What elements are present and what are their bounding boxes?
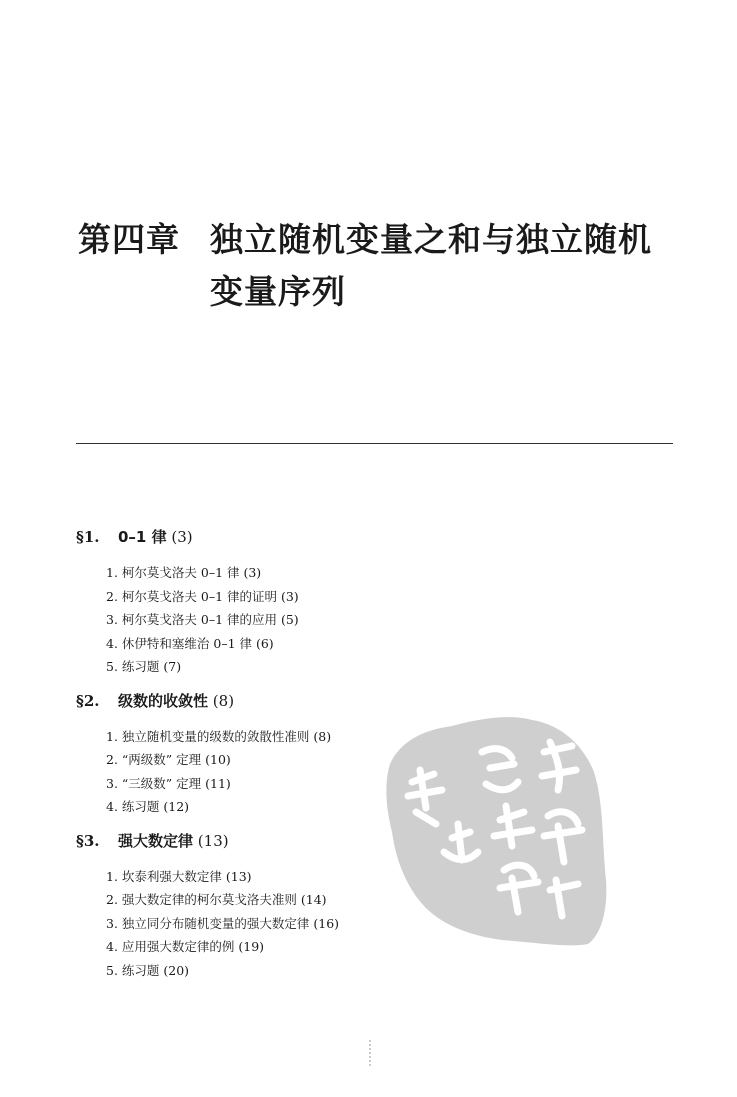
toc-item[interactable]: 3. 独立同分布随机变量的强大数定律 (16) xyxy=(106,915,340,931)
toc-item[interactable]: 5. 练习题 (20) xyxy=(106,962,190,978)
section-number: §1. xyxy=(76,528,100,546)
chapter-title: 独立随机变量之和与独立随机变量序列 xyxy=(210,220,652,311)
toc-item[interactable]: 4. 应用强大数定律的例 (19) xyxy=(106,939,265,954)
toc-section-1 xyxy=(76,523,636,679)
section-page: (3) xyxy=(171,528,193,546)
section-items xyxy=(76,561,636,679)
watermark-seal-icon xyxy=(382,712,610,948)
toc-item[interactable]: 4. 休伊特和塞维治 0–1 律 (6) xyxy=(106,635,274,651)
section-title: 级数的收敛性 xyxy=(118,691,209,710)
section-title: 0–1 律 xyxy=(118,528,167,546)
divider-rule xyxy=(76,443,673,444)
section-page: (8) xyxy=(212,691,235,710)
toc-item[interactable]: 2. 柯尔莫戈洛夫 0–1 律的证明 (3) xyxy=(106,588,299,604)
toc-item[interactable]: 1. 柯尔莫戈洛夫 0–1 律 (3) xyxy=(106,565,262,580)
section-title: 强大数定律 xyxy=(118,831,194,850)
toc-item[interactable]: 4. 练习题 (12) xyxy=(106,799,190,814)
toc-item[interactable]: 2. “两级数” 定理 (10) xyxy=(106,752,231,767)
gutter-mark xyxy=(367,1040,373,1068)
toc-item[interactable]: 3. 柯尔莫戈洛夫 0–1 律的应用 (5) xyxy=(106,612,299,627)
section-heading[interactable] xyxy=(76,687,636,715)
section-heading[interactable] xyxy=(76,523,636,551)
toc-item[interactable]: 5. 练习题 (7) xyxy=(106,659,182,674)
section-number: §2. xyxy=(76,691,100,710)
toc-item[interactable]: 1. 独立随机变量的级数的敛散性准则 (8) xyxy=(106,728,332,744)
toc-item[interactable]: 1. 坎泰利强大数定律 (13) xyxy=(106,868,252,884)
chapter-number: 第四章 xyxy=(78,220,180,259)
toc-item[interactable]: 2. 强大数定律的柯尔莫戈洛夫准则 (14) xyxy=(106,892,327,907)
section-page: (13) xyxy=(197,831,229,850)
toc-item[interactable]: 3. “三级数” 定理 (11) xyxy=(106,775,231,791)
section-number: §3. xyxy=(76,831,100,850)
